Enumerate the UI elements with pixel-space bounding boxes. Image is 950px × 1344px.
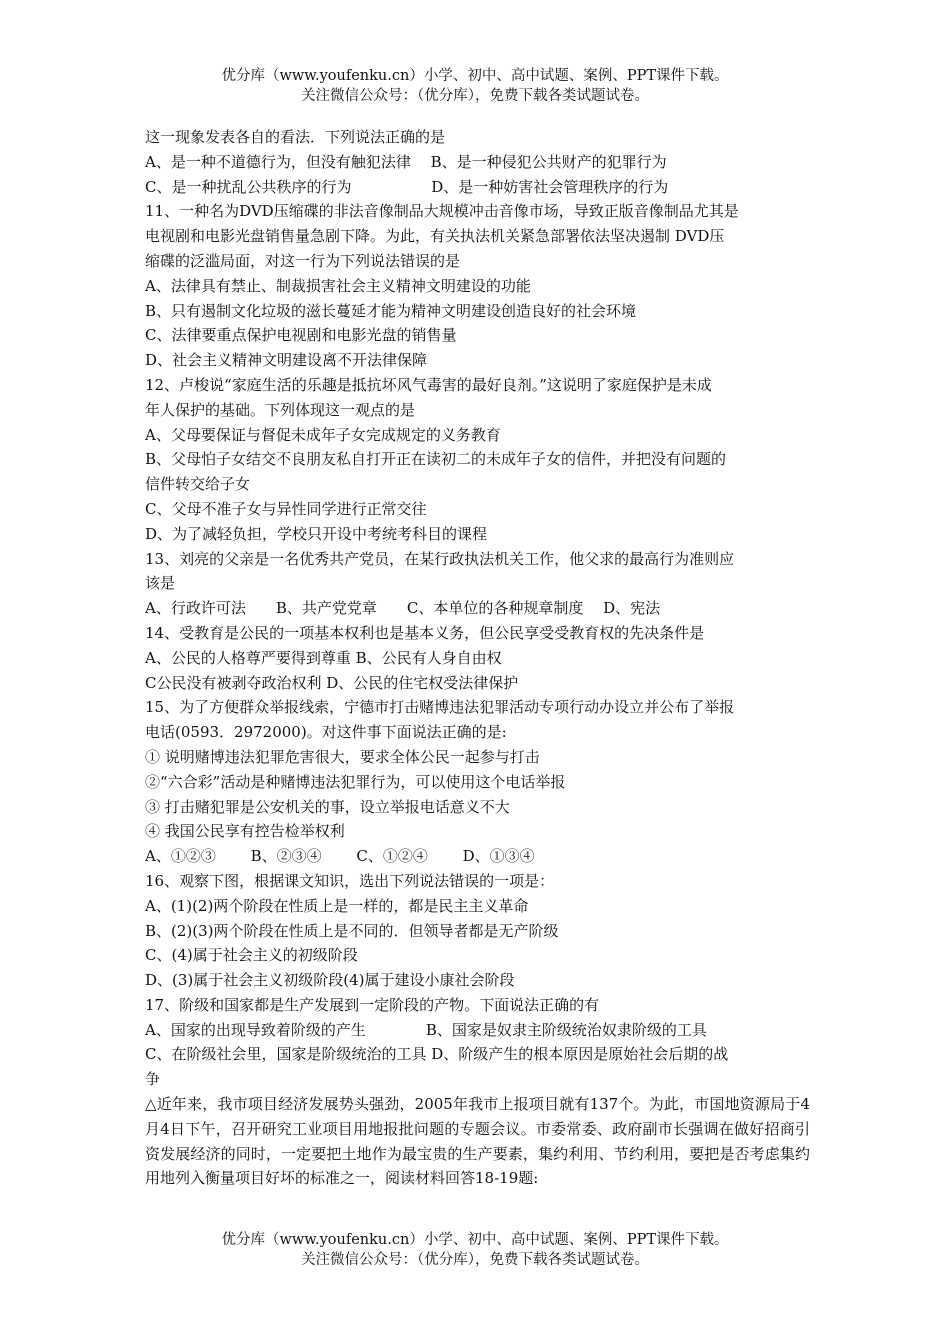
text-line: C、在阶级社会里，国家是阶级统治的工具 D、阶级产生的根本原因是原始社会后期的战 bbox=[145, 1045, 729, 1064]
text-line: 信件转交给子女 bbox=[145, 475, 251, 494]
text-line: A、法律具有禁止、制裁损害社会主义精神文明建设的功能 bbox=[145, 276, 531, 295]
text-line: 电话(0593．2972000)。对这件事下面说法正确的是: bbox=[145, 723, 507, 742]
text-line: ① 说明赌博违法犯罪危害很大，要求全体公民一起参与打击 bbox=[145, 747, 540, 766]
text-line: D、社会主义精神文明建设离不开法律保障 bbox=[145, 351, 428, 370]
footer-line-1: 优分库（www.youfenku.cn）小学、初中、高中试题、案例、PPT课件下载。 bbox=[221, 1232, 729, 1248]
header-line-2: 关注微信公众号：（优分库），免费下载各类试题试卷。 bbox=[301, 88, 649, 104]
text-line: 16、观察下图，根据课文知识，选出下列说法错误的一项是： bbox=[145, 871, 555, 890]
text-line: 该是 bbox=[145, 574, 176, 593]
text-line: 15、为了方便群众举报线索，宁德市打击赌博违法犯罪活动专项行动办设立并公布了举报 bbox=[145, 698, 735, 717]
text-line: C、父母不准子女与异性同学进行正常交往 bbox=[145, 499, 427, 518]
text-line: A、国家的出现导致着阶级的产生 B、国家是奴隶主阶级统治奴隶阶级的工具 bbox=[145, 1020, 707, 1039]
text-line: C、法律要重点保护电视剧和电影光盘的销售量 bbox=[145, 326, 457, 345]
text-line: ④ 我国公民享有控告检举权利 bbox=[145, 822, 345, 841]
text-line: 这一现象发表各自的看法．下列说法正确的是 bbox=[145, 128, 446, 146]
text-line: C、是一种扰乱公共秩序的行为 D、是一种妨害社会管理秩序的行为 bbox=[145, 177, 669, 196]
question-body bbox=[145, 125, 810, 1191]
text-line: A、父母要保证与督促未成年子女完成规定的义务教育 bbox=[145, 425, 501, 444]
text-line: 17、阶级和国家都是生产发展到一定阶段的产物。下面说法正确的有 bbox=[145, 995, 600, 1014]
text-line: 13、刘亮的父亲是一名优秀共产党员，在某行政执法机关工作，他父求的最高行为准则应 bbox=[145, 549, 735, 568]
text-line: 缩碟的泛滥局面，对这一行为下列说法错误的是 bbox=[145, 251, 461, 270]
page-header bbox=[0, 66, 950, 106]
text-line: 14、受教育是公民的一项基本权利也是基本义务，但公民享受受教育权的先决条件是 bbox=[145, 623, 705, 642]
text-line: ③ 打击赌犯罪是公安机关的事，设立举报电话意义不大 bbox=[145, 797, 510, 816]
text-line: D、(3)属于社会主义初级阶段(4)属于建设小康社会阶段 bbox=[145, 971, 515, 990]
text-line: ②“六合彩”活动是种赌博违法犯罪行为，可以使用这个电话举报 bbox=[145, 772, 566, 791]
text-line: C、(4)属于社会主义的初级阶段 bbox=[145, 946, 358, 965]
reading-material: △近年来，我市项目经济发展势头强劲，2005年我市上报项目就有137个。为此，市国地资源局于4月4日下午，召开研究工业项目用地报批问题的专题会议。市委常委、政府副市长强调在做好招商引资发展经济的同时，一定要把土地作为最宝贵的生产要素，集约利用、节约利用，要把是否考虑集约用地列入衡量项目好坏的标准之一，阅读材料回答18-19题: bbox=[145, 1095, 810, 1188]
text-line: A、是一种不道德行为，但没有触犯法律 B、是一种侵犯公共财产的犯罪行为 bbox=[145, 152, 667, 171]
text-line: 争 bbox=[145, 1070, 161, 1089]
text-line: B、(2)(3)两个阶段在性质上是不同的．但领导者都是无产阶级 bbox=[145, 921, 559, 940]
text-line: 12、卢梭说“家庭生活的乐趣是抵抗坏风气毒害的最好良剂。”这说明了家庭保护是未成 bbox=[145, 375, 712, 394]
header-line-1: 优分库（www.youfenku.cn）小学、初中、高中试题、案例、PPT课件下载。 bbox=[221, 68, 729, 84]
text-line: 11、一种名为DVD压缩碟的非法音像制品大规模冲击音像市场，导致正版音像制品尤其是 bbox=[145, 202, 739, 221]
text-line: D、为了减轻负担，学校只开设中考统考科目的课程 bbox=[145, 524, 488, 543]
footer-line-2: 关注微信公众号：（优分库），免费下载各类试题试卷。 bbox=[301, 1252, 649, 1268]
text-line: C公民没有被剥夺政治权利 D、公民的住宅权受法律保护 bbox=[145, 673, 519, 692]
text-line: A、公民的人格尊严要得到尊重 B、公民有人身自由权 bbox=[145, 648, 502, 667]
text-line: B、只有遏制文化垃圾的滋长蔓延才能为精神文明建设创造良好的社会环境 bbox=[145, 301, 637, 320]
text-line: A、行政许可法 B、共产党党章 C、本单位的各种规章制度 D、宪法 bbox=[145, 599, 661, 618]
text-line: A、①②③ B、②③④ C、①②④ D、①③④ bbox=[145, 847, 535, 866]
page-footer bbox=[0, 1230, 950, 1270]
text-line: B、父母怕子女结交不良朋友私自打开正在读初二的未成年子女的信件，并把没有问题的 bbox=[145, 450, 727, 469]
text-line: A、(1)(2)两个阶段在性质上是一样的，都是民主主义革命 bbox=[145, 896, 529, 915]
text-line: 电视剧和电影光盘销售量急剧下降。为此，有关执法机关紧急部署依法坚决遏制 DVD压 bbox=[145, 227, 725, 246]
text-line: 年人保护的基础。下列体现这一观点的是 bbox=[145, 400, 416, 419]
